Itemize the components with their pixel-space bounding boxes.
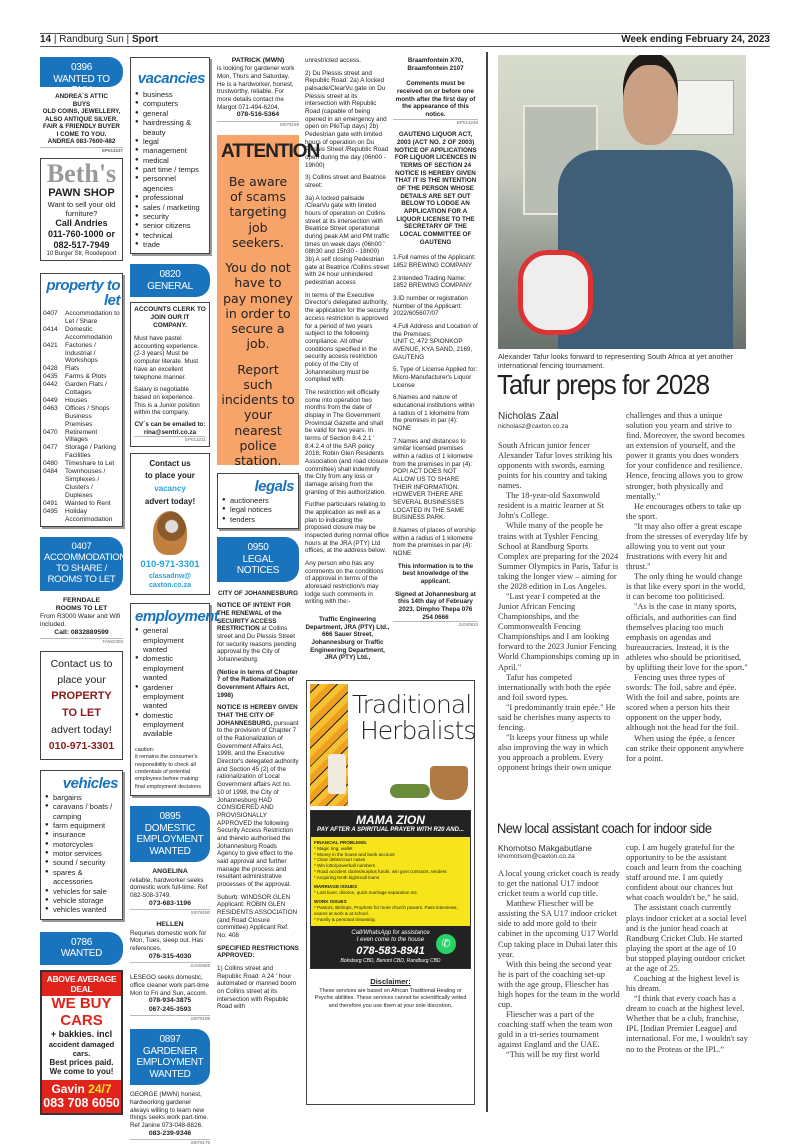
- photo-caption: Alexander Tafur looks forward to representing South Africa at yet another international fencing tournament.: [498, 352, 734, 370]
- list-item[interactable]: ● vehicles wanted: [45, 905, 118, 914]
- article-headline-2: New local assistant coach for indoor side: [497, 820, 712, 836]
- we-buy-cars-ad: ABOVE AVERAGE DEAL WE BUY CARS + bakkies. incl accident damaged cars. Best prices paid. We come to you! Gavin 24/7 083 708 6050: [40, 970, 123, 1116]
- legal-notice-column-4: unrestricted access. 2) Du Plessis street and Republic Road: 2a) A locked palisade/ClearVu gate on Du Plessis street at its intersection with Republic Road (capable of being opened in an emergency and open on PikiTup days) 2b) Pedestrian gate with limited hours of operation on Du Plessis Street /Republic Road open during the day (06h00 - 19h00) 3) Collins street and Beatrice street: 3a) A locked palisade /ClearVu gate with limited hours of operation on Collins street at its intersection with Beatrice Street operational during peak AM and PM traffic times on week days (06h00 ' 08h30 and 15h30 - 18h00) 3b) A self closing Pedestrian gate at Beatrice /Collins street with 24 hour unhindered pedestrian access In terms of the Executive Director's delegated authority, the application for the security access restriction is approved for a period of two years subject to the following compliance. All other conditions specified in the security access restriction policy of the City of Johannesburg must be complied with. The restriction will officially come into operation two months from the date of display in The Government Provincial Gazette and shall be valid for two years. In terms of Section 8.4.2.1 ' 8.4.2.4 of the SAR policy 2018, Robin Glen Residents Association (and road closure committee) shall indemnify the City from any loss or damage arising from the granting of this authorization. Further particulars relating to the application as well as a plan to indicating the proposed closure may be inspected during normal office hours at the JRA (PTY) Ltd offices, at the address below. Any person who has any comments on the conditions of approval in terms of the aforesaid restriction/s may lodge such comments in writing with the:- Traffic Engineering Department, JRA (PTY) Ltd., 666 Sauer Street, Johannesburg or Traffic Engineering Department, JRA (PTY) Ltd.,: [305, 57, 390, 662]
- list-item[interactable]: ● insurance: [45, 830, 118, 839]
- contact-vacancy-ad: Contact us to place your vacancy advert today! 010-971-3301 classadnw@ caxton.co.za: [130, 453, 210, 596]
- property-to-let-box: property to let 0407 Accommodation to Let / Share 0414 Domestic Accommodation 0421 Factories / Industrial / Workshops 0428 Flats 0435 Farms & Plots 0442 Garden Flats / Cottages 0449 Houses 0463 Offices / Shops Business Premises 0470 Retirement Villages 0477 Storage / Parking Facilities 0480 Timeshare to Let 0484 Townhouses / Simplexes / Clusters / Duplexes 0491 Wanted to Rent 0495 Holiday Accommodation: [40, 273, 123, 527]
- byline-email[interactable]: nicholasz@caxton.co.za: [498, 423, 569, 430]
- column-divider: [486, 52, 488, 1112]
- employment-category-list: [135, 626, 205, 739]
- fencer-photo: [498, 55, 746, 349]
- joburg-notice: CITY OF JOHANNESBURG NOTICE OF INTENT FOR THE RENEWAL of the SECURITY ACCESS RESTRICTION at Collins street and Du Plessis Street for security reasons pending approval by the City of Johannesburg. (Notice in terms of Chapter 7 of the Rationalization of Government Affairs Act, 1998) NOTICE IS HEREBY GIVEN THAT THE CITY OF JOHANNESBURG, pursuant to the provision of Chapter 7 of the Rationalization of Government Affairs Act, 1998, and the Executive Director's delegated authority and Section 45 (2) of the rationalization of Local Government affairs Act no. 10 of 1998, the City of Johannesburg HAD CONSIDERED AND PROVISIONALLY APPROVED the following Security Access Restriction and thereto authorised the Johannesburg Roads Agency to give effect to the said approval and further manage the process and resultant administrative processes of the approval. Suburb: WINDSOR GLEN Applicant: ROBIN GLEN RESIDENTS ASSOCIATION (and Road Closure committee) Applicant Ref. No. 408 SPECIFIED RESTRICTIONS APPROVED: 1) Collins street and Republic Road: A 24 ' hour automated or manned boom on Collins street at its intersection with Republic Road with: [217, 589, 299, 1011]
- list-item[interactable]: ● business: [135, 90, 205, 99]
- list-item[interactable]: 0442 Garden Flats / Cottages: [43, 381, 107, 397]
- vacancies-category-list: [135, 90, 205, 249]
- list-item[interactable]: ● gardener employment wanted: [135, 683, 205, 711]
- section-heading-accommodation: 0407 ACCOMMODATION TO SHARE / ROOMS TO LET: [40, 537, 123, 591]
- article-headline: Tafur preps for 2028: [497, 369, 710, 400]
- legals-box: legals ● auctioneers ● legal notices ● tenders: [217, 473, 299, 529]
- vehicles-category-list: [45, 793, 118, 915]
- list-item[interactable]: 0449 Houses: [43, 396, 88, 404]
- employment-box: employment ● general employment wanted ● domestic employment wanted ● gardener employment wanted ● domestic employment available caution: it remains the consumer's responsibility to check all credentials of potential employees before making final employment decisions: [130, 603, 210, 796]
- list-item[interactable]: 0470 Retirement Villages: [43, 428, 98, 444]
- whatsapp-icon: ✆: [436, 934, 456, 954]
- section-heading-general: 0820 GENERAL: [130, 264, 210, 297]
- list-item[interactable]: ● auctioneers: [222, 496, 294, 505]
- list-item[interactable]: 0414 Domestic Accommodation: [43, 325, 113, 341]
- list-item[interactable]: ● technical: [135, 231, 205, 240]
- list-item[interactable]: 0407 Accommodation to Let / Share: [43, 309, 120, 325]
- list-item[interactable]: ● legal: [135, 137, 205, 146]
- list-item[interactable]: ● vehicles for sale: [45, 887, 118, 896]
- vacancies-box: vacancies ● business ● computers ● general ● hairdressing & beauty ● legal ● management ● medical ● part time / temps ● personnel agencies ● professional ● sales / marketing ● security ● senior citizens ● technical ● trade: [130, 57, 210, 254]
- list-item[interactable]: 0477 Storage / Parking Facilities: [43, 444, 116, 460]
- classifieds-column-2: [130, 57, 219, 1146]
- mortar-pestle-icon: [430, 766, 468, 800]
- accounts-clerk-ad: ACCOUNTS CLERK TO JOIN OUR IT COMPANY. Must have pastel accounting experience. (2-3 years) Must be computer literate. Must have an excellent telephone manner. Salary is negotiable based on experience. This is a Junior position within the company. CV`s can be emailed to: rina@sentrl.co.za EP013231: [130, 302, 210, 446]
- page-header: [40, 33, 770, 47]
- list-item[interactable]: 0484 Townhouses / Simplexes / Clusters / Duplexes: [43, 468, 106, 499]
- lesego-ad: LESEGO seeks domestic, office cleaner work part-time Mon to Fri and Sun, accom. 078-934-3875 067-245-3593 SI079189: [130, 974, 210, 1021]
- list-item[interactable]: ● vehicle storage: [45, 896, 118, 905]
- list-item[interactable]: ● security: [135, 212, 205, 221]
- list-item[interactable]: ● caravans / boats / camping: [45, 802, 118, 821]
- list-item[interactable]: ● medical: [135, 156, 205, 165]
- section-heading-domestic: 0895 DOMESTIC EMPLOYMENT WANTED: [130, 806, 210, 862]
- list-item[interactable]: ● motor services: [45, 849, 118, 858]
- angelina-ad: ANGELINA reliable, hardworker seeks domestic work full-time. Ref 082-508-3749. 073-683-1196 SI079180: [130, 868, 210, 915]
- herbs-icon: [390, 784, 430, 798]
- candle-icon: [328, 754, 346, 794]
- section-heading-legal-notices: 0950 LEGAL NOTICES: [217, 537, 299, 582]
- list-item[interactable]: 0495 Holiday Accommodation: [43, 507, 113, 523]
- list-item[interactable]: ● hairdressing & beauty: [135, 118, 205, 137]
- badge-24-7: 24/7: [88, 1081, 112, 1096]
- andrea-ad: ANDREA`S ATTIC BUYS OLD COINS, JEWELLERY, ALSO ANTIQUE SILVER. FAIR & FRIENDLY BUYER I COME TO YOU. ANDREA 083-7600-482 EP013237: [40, 93, 123, 153]
- fencing-mask-icon: [518, 250, 593, 335]
- list-item[interactable]: ● farm equipment: [45, 821, 118, 830]
- property-category-list: [43, 310, 120, 523]
- list-item[interactable]: 0435 Farms & Plots: [43, 373, 107, 381]
- vacancy-phone[interactable]: 010-971-3301: [140, 558, 200, 570]
- patrick-ad: PATRICK (MWN) is looking for gardener work Mon, Thurs and Saturday. He is a hardworker, honest, trustworthy, reliable. For more details contact me Margot 071-494-6204. 078-516-5364 SI079169: [217, 57, 299, 127]
- list-item[interactable]: 0428 Flats: [43, 365, 80, 373]
- list-item[interactable]: ● senior citizens: [135, 221, 205, 230]
- byline-email[interactable]: khomotsom@caxton.co.za: [498, 853, 575, 861]
- list-item[interactable]: ● professional: [135, 193, 205, 202]
- ferndale-ad: FERNDALE ROOMS TO LET From R3000 Water and Wifi included. Call: 0832889599 FA922303: [40, 597, 123, 645]
- liquor-application-items: 1.Full names of the Applicant: 1852 BREWING COMPANY 2.Intended Trading Name: 1852 BREWING COMPANY 3.ID number or registration Number of the Applicant: 2022/605607/07 4.Full Address and Location of the Premises: UNIT C, 472 SPIONKOP AVENUE, KYA SAND, 2169, GAUTENG 5. Type of License Applied for: Micro-Manufacturer's Liquor License 6.Names and nature of educational institutions within a radius of 1 kilometre from the premises in par (4): NONE 7.Names and distances to similar licensed premises within a radius of 1 kilometre from the premises in par (4): POPI ACT DOES NOT ALLOW US TO SHARE THEIR INFORMATION. HOWEVER THERE ARE SEVERAL BUSINESSES LOCATED IN THE SAME BUSINESS PARK. 8.Names of places of worship within a radius of 1 kilometre from the premises in par (4): NONE: [393, 254, 478, 558]
- section-heading-wanted-to-buy: 0396 WANTED TO BUY: [40, 57, 123, 87]
- list-item[interactable]: ● general employment wanted: [135, 626, 205, 654]
- detective-mascot-icon: [153, 511, 187, 555]
- section-heading-wanted: 0786 WANTED: [40, 932, 123, 965]
- cars-phone[interactable]: 083 708 6050: [43, 1096, 120, 1111]
- classifieds-column-1: [40, 57, 126, 1115]
- list-item[interactable]: ● motorcycles: [45, 840, 118, 849]
- list-item[interactable]: 0480 Timeshare to Let: [43, 460, 115, 468]
- list-item[interactable]: ● domestic employment available: [135, 711, 205, 739]
- list-item[interactable]: 0421 Factories / Industrial / Workshops: [43, 341, 98, 365]
- legals-category-list: [222, 496, 294, 524]
- beths-pawn-ad: Beth's PAWN SHOP Want to sell your old furniture? Call Andries 011-760-1000 or 082-517-7949 10 Burger Str, Roodepoort: [40, 158, 123, 261]
- herbalist-phone[interactable]: 078-583-8941: [356, 944, 425, 957]
- list-item[interactable]: ● trade: [135, 240, 205, 249]
- hellen-ad: HELLEN Requries domestic work for Mon, Tues, sleep out. Has references. 076-315-4030 JL040655: [130, 921, 210, 968]
- list-item[interactable]: 0463 Offices / Shops Business Premises: [43, 404, 110, 428]
- page-folio: 14 | Randburg Sun | Sport: [40, 34, 159, 45]
- list-item[interactable]: ● tenders: [222, 515, 294, 524]
- byline-author: Khomotso Makgabutlane: [498, 843, 593, 853]
- scam-warning-ad: ATTENTION Be aware of scams targeting job seekers. You do not have to pay money in order to secure a job. Report such incidents to your nearest police station.: [217, 135, 299, 465]
- list-item[interactable]: ● bargains: [45, 793, 118, 802]
- list-item[interactable]: ● computers: [135, 99, 205, 108]
- classifieds-column-3: [217, 57, 320, 1011]
- vehicles-box: vehicles ● bargains ● caravans / boats / camping ● farm equipment ● insurance ● motorcycles ● motor services ● sound / security ● spares & accessories ● vehicles for sale ● vehicle storage ● vehicles wanted: [40, 770, 123, 920]
- list-item[interactable]: ● sales / marketing: [135, 203, 205, 212]
- beths-logo: Beth's: [46, 159, 117, 189]
- list-item[interactable]: ● domestic employment wanted: [135, 654, 205, 682]
- issue-date: Week ending February 24, 2023: [621, 34, 770, 45]
- herbalists-title: Traditional Herbalists: [352, 690, 476, 746]
- contact-property-ad: Contact us to place your PROPERTY TO LET advert today! 010-971-3301: [40, 651, 123, 760]
- list-item[interactable]: ● spares & accessories: [45, 868, 118, 887]
- list-item[interactable]: ● part time / temps: [135, 165, 205, 174]
- list-item[interactable]: ● general: [135, 109, 205, 118]
- traditional-herbalists-ad: Traditional Herbalists MAMA ZION PAY AFTER A SPIRITUAL PRAYER WITH R20 AND... FINANCIAL PROBLEMS. * Magic ring, wallet * Money in the house and bank account * Clear debts/court cases * Win lotto/powerball numbers * Road accident claims/surplus funds, win govt contracts, tenders * Acquiring tenth big/small loans MARRIAGE ISSUES * Lost lover, divorce, quick marriage separation etc. WORK ISSUES * Pastors, Bishops, Prophets for more church powers. Pass interviews, exams at work & at school. * Family & personal cleansing. Call/WhatsApp for assistance I even come to the house 078-583-8941 Boksburg CBD, Benoni CBD, Randburg CBD ✆ Disclaimer: These services are based on African Traditional Healing or Psychic abilities. These services cannot be scientifically vetted and therefore you use them at your sole discretion.: [306, 680, 475, 1105]
- accounts-email[interactable]: rina@sentrl.co.za: [143, 428, 197, 436]
- byline-author: Nicholas Zaal: [498, 411, 559, 422]
- george-ad: GEORGE (MWN) honest, hardworking gardener always willing to learn new things seeks work part-time. Ref Janine 073-048-8826. 083-239-9346 SI079176: [130, 1091, 210, 1146]
- list-item[interactable]: ● legal notices: [222, 505, 294, 514]
- list-item[interactable]: ● personnel agencies: [135, 174, 205, 193]
- liquor-notice-column: Braamfontein X70, Braamfontein 2107 Comments must be received on or before one month after the first day of the appearance of this notice. EP013249 GAUTENG LIQUOR ACT, 2003 (ACT NO. 2 OF 2003) NOTICE OF APPLICATIONS FOR LIQUOR LICENCES IN TERMS OF SECTION 24 NOTICE IS HEREBY GIVEN THAT IT IS THE INTENTION OF THE PERSON WHOSE DETAILS ARE SET OUT BELOW TO LODGE AN APPLICATION FOR A LIQUOR LICENSE TO THE SECRETARY OF THE LOCAL COMMITTEE OF GAUTENG 1.Full names of the Applicant: 1852 BREWING COMPANY 2.Intended Trading Name: 1852 BREWING COMPANY 3.ID number or registration Number of the Applicant: 2022/605607/07 4.Full Address and Location of the Premises: UNIT C, 472 SPIONKOP AVENUE, KYA SAND, 2169, GAUTENG 5. Type of License Applied for: Micro-Manufacturer's Liquor License 6.Names and nature of educational institutions within a radius of 1 kilometre from the premises in par (4): NONE 7.Names and distances to similar licensed premises within a radius of 1 kilometre from the premises in par (4): POPI ACT DOES NOT ALLOW US TO SHARE THEIR INFORMATION. HOWEVER THERE ARE SEVERAL BUSINESSES LOCATED IN THE SAME BUSINESS PARK. 8.Names of places of worship within a radius of 1 kilometre from the premises in par (4): NONE This information is to the best knowledge of the applicant. Signed at Johannesburg at this 14th day of February 2023. Dimpho Thepa 076 254 0666 JL040810: [393, 57, 478, 628]
- mama-zion-name: MAMA ZION: [356, 813, 425, 827]
- section-heading-gardener: 0897 GARDENER EMPLOYMENT WANTED: [130, 1029, 210, 1085]
- list-item[interactable]: ● management: [135, 146, 205, 155]
- list-item[interactable]: 0491 Wanted to Rent: [43, 499, 111, 507]
- list-item[interactable]: ● sound / security: [45, 858, 118, 867]
- vacancy-email[interactable]: classadnw@ caxton.co.za: [148, 573, 192, 590]
- property-phone[interactable]: 010-971-3301: [48, 740, 115, 753]
